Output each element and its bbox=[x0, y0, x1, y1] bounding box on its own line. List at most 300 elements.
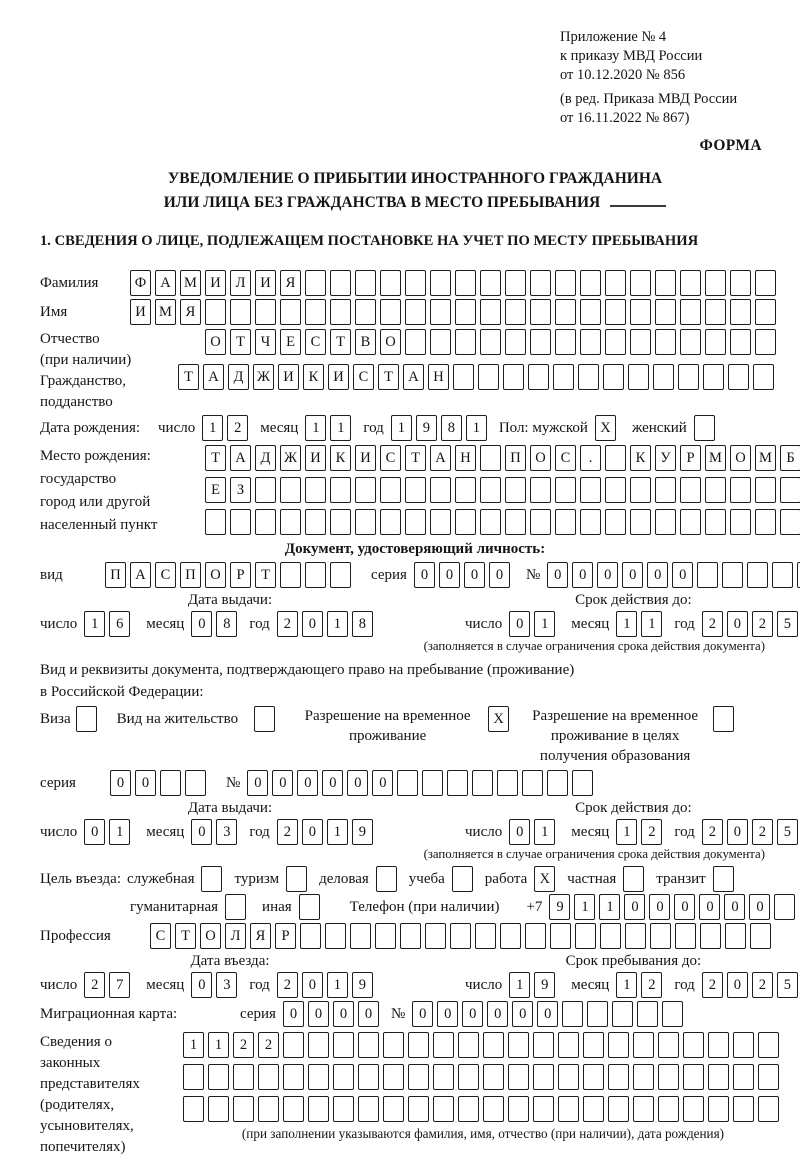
char-box[interactable] bbox=[530, 270, 551, 296]
char-box[interactable] bbox=[528, 364, 549, 390]
char-box[interactable] bbox=[755, 329, 776, 355]
char-box[interactable] bbox=[430, 329, 451, 355]
char-box[interactable] bbox=[650, 923, 671, 949]
char-box[interactable]: Я bbox=[280, 270, 301, 296]
char-box[interactable]: 8 bbox=[352, 611, 373, 637]
char-box[interactable] bbox=[558, 1096, 579, 1122]
char-box[interactable] bbox=[555, 509, 576, 535]
char-box[interactable] bbox=[500, 923, 521, 949]
char-box[interactable] bbox=[772, 562, 793, 588]
char-box[interactable] bbox=[780, 509, 800, 535]
char-box[interactable] bbox=[505, 329, 526, 355]
char-box[interactable] bbox=[480, 477, 501, 503]
char-box[interactable] bbox=[475, 923, 496, 949]
char-box[interactable]: X bbox=[534, 866, 555, 892]
char-box[interactable] bbox=[255, 299, 276, 325]
char-box[interactable] bbox=[455, 270, 476, 296]
char-box[interactable] bbox=[655, 477, 676, 503]
char-box[interactable] bbox=[505, 270, 526, 296]
char-box[interactable] bbox=[283, 1064, 304, 1090]
char-box[interactable]: 2 bbox=[227, 415, 248, 441]
char-box[interactable] bbox=[728, 364, 749, 390]
char-box[interactable]: 0 bbox=[283, 1001, 304, 1027]
char-box[interactable]: 0 bbox=[347, 770, 368, 796]
char-box[interactable] bbox=[330, 270, 351, 296]
char-box[interactable] bbox=[205, 299, 226, 325]
char-box[interactable]: 9 bbox=[416, 415, 437, 441]
char-box[interactable]: 1 bbox=[305, 415, 326, 441]
char-box[interactable] bbox=[583, 1032, 604, 1058]
char-box[interactable]: 0 bbox=[414, 562, 435, 588]
char-box[interactable] bbox=[458, 1064, 479, 1090]
char-box[interactable] bbox=[447, 770, 468, 796]
char-box[interactable] bbox=[755, 270, 776, 296]
char-box[interactable]: 0 bbox=[674, 894, 695, 920]
char-box[interactable] bbox=[655, 299, 676, 325]
char-box[interactable] bbox=[483, 1064, 504, 1090]
char-box[interactable] bbox=[583, 1064, 604, 1090]
char-box[interactable] bbox=[653, 364, 674, 390]
char-box[interactable]: 0 bbox=[724, 894, 745, 920]
char-box[interactable]: 3 bbox=[216, 972, 237, 998]
char-box[interactable] bbox=[758, 1032, 779, 1058]
char-box[interactable] bbox=[254, 706, 275, 732]
char-box[interactable] bbox=[705, 477, 726, 503]
char-box[interactable]: С bbox=[155, 562, 176, 588]
char-box[interactable] bbox=[605, 329, 626, 355]
char-box[interactable]: Т bbox=[405, 445, 426, 471]
char-box[interactable] bbox=[630, 329, 651, 355]
char-box[interactable]: 0 bbox=[302, 819, 323, 845]
char-box[interactable]: . bbox=[580, 445, 601, 471]
char-box[interactable] bbox=[637, 1001, 658, 1027]
char-box[interactable] bbox=[605, 445, 626, 471]
char-box[interactable]: М bbox=[705, 445, 726, 471]
char-box[interactable]: 0 bbox=[462, 1001, 483, 1027]
char-box[interactable] bbox=[305, 509, 326, 535]
char-box[interactable]: 1 bbox=[327, 972, 348, 998]
char-box[interactable]: Т bbox=[178, 364, 199, 390]
char-box[interactable]: 2 bbox=[277, 972, 298, 998]
char-box[interactable]: И bbox=[278, 364, 299, 390]
char-box[interactable]: 0 bbox=[437, 1001, 458, 1027]
char-box[interactable] bbox=[578, 364, 599, 390]
char-box[interactable]: 9 bbox=[352, 972, 373, 998]
char-box[interactable] bbox=[453, 364, 474, 390]
char-box[interactable] bbox=[580, 270, 601, 296]
char-box[interactable]: И bbox=[305, 445, 326, 471]
char-box[interactable] bbox=[325, 923, 346, 949]
char-box[interactable] bbox=[400, 923, 421, 949]
char-box[interactable] bbox=[605, 299, 626, 325]
char-box[interactable] bbox=[608, 1064, 629, 1090]
char-box[interactable] bbox=[755, 299, 776, 325]
char-box[interactable] bbox=[694, 415, 715, 441]
char-box[interactable]: 8 bbox=[441, 415, 462, 441]
char-box[interactable] bbox=[680, 270, 701, 296]
char-box[interactable] bbox=[452, 866, 473, 892]
char-box[interactable] bbox=[430, 270, 451, 296]
char-box[interactable]: М bbox=[155, 299, 176, 325]
char-box[interactable] bbox=[333, 1032, 354, 1058]
char-box[interactable] bbox=[408, 1032, 429, 1058]
char-box[interactable]: 0 bbox=[110, 770, 131, 796]
char-box[interactable] bbox=[555, 270, 576, 296]
char-box[interactable]: 2 bbox=[702, 972, 723, 998]
char-box[interactable]: 0 bbox=[649, 894, 670, 920]
char-box[interactable] bbox=[562, 1001, 583, 1027]
char-box[interactable]: Д bbox=[228, 364, 249, 390]
char-box[interactable] bbox=[480, 445, 501, 471]
char-box[interactable]: А bbox=[155, 270, 176, 296]
char-box[interactable]: С bbox=[380, 445, 401, 471]
char-box[interactable] bbox=[305, 562, 326, 588]
char-box[interactable] bbox=[705, 509, 726, 535]
char-box[interactable]: 0 bbox=[333, 1001, 354, 1027]
char-box[interactable] bbox=[683, 1096, 704, 1122]
char-box[interactable] bbox=[308, 1064, 329, 1090]
char-box[interactable]: 1 bbox=[616, 611, 637, 637]
char-box[interactable] bbox=[405, 477, 426, 503]
char-box[interactable] bbox=[480, 270, 501, 296]
char-box[interactable]: А bbox=[403, 364, 424, 390]
char-box[interactable] bbox=[550, 923, 571, 949]
char-box[interactable] bbox=[708, 1096, 729, 1122]
char-box[interactable]: Е bbox=[280, 329, 301, 355]
char-box[interactable] bbox=[450, 923, 471, 949]
char-box[interactable] bbox=[358, 1064, 379, 1090]
char-box[interactable] bbox=[633, 1064, 654, 1090]
char-box[interactable]: М bbox=[755, 445, 776, 471]
char-box[interactable] bbox=[300, 923, 321, 949]
char-box[interactable] bbox=[333, 1064, 354, 1090]
char-box[interactable] bbox=[497, 770, 518, 796]
char-box[interactable] bbox=[628, 364, 649, 390]
char-box[interactable] bbox=[280, 562, 301, 588]
char-box[interactable] bbox=[433, 1096, 454, 1122]
char-box[interactable]: 2 bbox=[752, 611, 773, 637]
char-box[interactable]: 0 bbox=[84, 819, 105, 845]
char-box[interactable] bbox=[722, 562, 743, 588]
char-box[interactable] bbox=[405, 299, 426, 325]
char-box[interactable]: Я bbox=[180, 299, 201, 325]
char-box[interactable] bbox=[623, 866, 644, 892]
char-box[interactable] bbox=[530, 299, 551, 325]
char-box[interactable]: О bbox=[730, 445, 751, 471]
char-box[interactable]: 1 bbox=[534, 819, 555, 845]
char-box[interactable] bbox=[655, 329, 676, 355]
char-box[interactable] bbox=[308, 1032, 329, 1058]
char-box[interactable]: 1 bbox=[466, 415, 487, 441]
char-box[interactable]: О bbox=[530, 445, 551, 471]
char-box[interactable] bbox=[380, 270, 401, 296]
char-box[interactable] bbox=[205, 509, 226, 535]
char-box[interactable]: П bbox=[180, 562, 201, 588]
char-box[interactable] bbox=[533, 1032, 554, 1058]
char-box[interactable]: 0 bbox=[699, 894, 720, 920]
char-box[interactable] bbox=[580, 477, 601, 503]
char-box[interactable]: 0 bbox=[727, 819, 748, 845]
char-box[interactable] bbox=[780, 477, 800, 503]
char-box[interactable] bbox=[547, 770, 568, 796]
char-box[interactable]: А bbox=[430, 445, 451, 471]
char-box[interactable] bbox=[405, 509, 426, 535]
char-box[interactable]: И bbox=[355, 445, 376, 471]
char-box[interactable]: 2 bbox=[641, 819, 662, 845]
char-box[interactable]: 0 bbox=[537, 1001, 558, 1027]
char-box[interactable]: 2 bbox=[752, 819, 773, 845]
char-box[interactable] bbox=[480, 329, 501, 355]
char-box[interactable] bbox=[533, 1096, 554, 1122]
char-box[interactable] bbox=[605, 477, 626, 503]
char-box[interactable] bbox=[286, 866, 307, 892]
char-box[interactable] bbox=[230, 509, 251, 535]
char-box[interactable] bbox=[680, 329, 701, 355]
char-box[interactable] bbox=[558, 1064, 579, 1090]
char-box[interactable]: У bbox=[655, 445, 676, 471]
char-box[interactable] bbox=[658, 1032, 679, 1058]
char-box[interactable]: 3 bbox=[216, 819, 237, 845]
char-box[interactable]: 5 bbox=[777, 611, 798, 637]
char-box[interactable]: X bbox=[488, 706, 509, 732]
char-box[interactable] bbox=[380, 477, 401, 503]
char-box[interactable]: Т bbox=[330, 329, 351, 355]
char-box[interactable] bbox=[553, 364, 574, 390]
char-box[interactable] bbox=[397, 770, 418, 796]
char-box[interactable] bbox=[505, 509, 526, 535]
char-box[interactable] bbox=[505, 477, 526, 503]
char-box[interactable]: 2 bbox=[277, 611, 298, 637]
char-box[interactable]: 1 bbox=[208, 1032, 229, 1058]
char-box[interactable] bbox=[330, 477, 351, 503]
char-box[interactable] bbox=[380, 509, 401, 535]
char-box[interactable] bbox=[583, 1096, 604, 1122]
char-box[interactable]: Ж bbox=[253, 364, 274, 390]
char-box[interactable] bbox=[455, 329, 476, 355]
char-box[interactable] bbox=[376, 866, 397, 892]
char-box[interactable] bbox=[678, 364, 699, 390]
char-box[interactable] bbox=[233, 1096, 254, 1122]
char-box[interactable] bbox=[730, 509, 751, 535]
char-box[interactable]: 2 bbox=[84, 972, 105, 998]
char-box[interactable]: 0 bbox=[464, 562, 485, 588]
char-box[interactable]: П bbox=[505, 445, 526, 471]
char-box[interactable] bbox=[433, 1032, 454, 1058]
char-box[interactable]: 1 bbox=[84, 611, 105, 637]
char-box[interactable] bbox=[683, 1064, 704, 1090]
char-box[interactable] bbox=[408, 1064, 429, 1090]
char-box[interactable]: 0 bbox=[487, 1001, 508, 1027]
char-box[interactable] bbox=[283, 1096, 304, 1122]
char-box[interactable]: 0 bbox=[572, 562, 593, 588]
char-box[interactable] bbox=[405, 329, 426, 355]
char-box[interactable]: 1 bbox=[183, 1032, 204, 1058]
char-box[interactable]: О bbox=[205, 329, 226, 355]
char-box[interactable]: 1 bbox=[202, 415, 223, 441]
char-box[interactable] bbox=[555, 477, 576, 503]
char-box[interactable]: 0 bbox=[302, 972, 323, 998]
char-box[interactable] bbox=[587, 1001, 608, 1027]
char-box[interactable] bbox=[680, 299, 701, 325]
char-box[interactable] bbox=[258, 1096, 279, 1122]
char-box[interactable]: К bbox=[303, 364, 324, 390]
char-box[interactable] bbox=[76, 706, 97, 732]
char-box[interactable]: Н bbox=[455, 445, 476, 471]
char-box[interactable] bbox=[730, 270, 751, 296]
char-box[interactable] bbox=[575, 923, 596, 949]
char-box[interactable] bbox=[580, 509, 601, 535]
char-box[interactable]: 0 bbox=[308, 1001, 329, 1027]
char-box[interactable] bbox=[383, 1064, 404, 1090]
char-box[interactable] bbox=[258, 1064, 279, 1090]
char-box[interactable]: Л bbox=[230, 270, 251, 296]
char-box[interactable] bbox=[201, 866, 222, 892]
char-box[interactable] bbox=[705, 270, 726, 296]
char-box[interactable]: 0 bbox=[672, 562, 693, 588]
char-box[interactable] bbox=[433, 1064, 454, 1090]
char-box[interactable]: И bbox=[328, 364, 349, 390]
char-box[interactable] bbox=[733, 1032, 754, 1058]
char-box[interactable] bbox=[580, 329, 601, 355]
char-box[interactable]: С bbox=[353, 364, 374, 390]
char-box[interactable]: 0 bbox=[624, 894, 645, 920]
char-box[interactable]: С bbox=[555, 445, 576, 471]
char-box[interactable]: 1 bbox=[391, 415, 412, 441]
char-box[interactable]: 5 bbox=[777, 972, 798, 998]
char-box[interactable]: 0 bbox=[509, 819, 530, 845]
char-box[interactable] bbox=[358, 1032, 379, 1058]
char-box[interactable] bbox=[483, 1032, 504, 1058]
char-box[interactable] bbox=[700, 923, 721, 949]
char-box[interactable]: X bbox=[595, 415, 616, 441]
char-box[interactable]: С bbox=[150, 923, 171, 949]
char-box[interactable] bbox=[299, 894, 320, 920]
char-box[interactable] bbox=[697, 562, 718, 588]
char-box[interactable] bbox=[725, 923, 746, 949]
char-box[interactable] bbox=[208, 1096, 229, 1122]
char-box[interactable] bbox=[455, 477, 476, 503]
char-box[interactable]: 0 bbox=[272, 770, 293, 796]
char-box[interactable] bbox=[675, 923, 696, 949]
char-box[interactable] bbox=[430, 299, 451, 325]
char-box[interactable] bbox=[555, 329, 576, 355]
char-box[interactable] bbox=[183, 1064, 204, 1090]
char-box[interactable]: 0 bbox=[372, 770, 393, 796]
char-box[interactable] bbox=[430, 509, 451, 535]
char-box[interactable] bbox=[383, 1032, 404, 1058]
char-box[interactable]: Е bbox=[205, 477, 226, 503]
char-box[interactable] bbox=[658, 1064, 679, 1090]
char-box[interactable] bbox=[703, 364, 724, 390]
char-box[interactable]: 2 bbox=[752, 972, 773, 998]
char-box[interactable] bbox=[508, 1096, 529, 1122]
char-box[interactable]: 6 bbox=[109, 611, 130, 637]
char-box[interactable]: И bbox=[205, 270, 226, 296]
char-box[interactable] bbox=[160, 770, 181, 796]
char-box[interactable]: 0 bbox=[297, 770, 318, 796]
char-box[interactable] bbox=[480, 509, 501, 535]
char-box[interactable]: Т bbox=[230, 329, 251, 355]
char-box[interactable] bbox=[380, 299, 401, 325]
char-box[interactable]: 5 bbox=[777, 819, 798, 845]
char-box[interactable] bbox=[533, 1064, 554, 1090]
char-box[interactable] bbox=[330, 299, 351, 325]
char-box[interactable] bbox=[630, 477, 651, 503]
char-box[interactable] bbox=[730, 329, 751, 355]
char-box[interactable] bbox=[405, 270, 426, 296]
char-box[interactable]: Т bbox=[175, 923, 196, 949]
char-box[interactable] bbox=[208, 1064, 229, 1090]
char-box[interactable] bbox=[708, 1032, 729, 1058]
char-box[interactable] bbox=[558, 1032, 579, 1058]
char-box[interactable]: 9 bbox=[352, 819, 373, 845]
char-box[interactable]: 1 bbox=[616, 972, 637, 998]
char-box[interactable] bbox=[225, 894, 246, 920]
char-box[interactable]: 0 bbox=[749, 894, 770, 920]
char-box[interactable] bbox=[612, 1001, 633, 1027]
char-box[interactable]: 1 bbox=[599, 894, 620, 920]
char-box[interactable]: Ж bbox=[280, 445, 301, 471]
char-box[interactable]: 2 bbox=[702, 611, 723, 637]
char-box[interactable]: Т bbox=[205, 445, 226, 471]
char-box[interactable] bbox=[730, 299, 751, 325]
char-box[interactable] bbox=[774, 894, 795, 920]
char-box[interactable] bbox=[230, 299, 251, 325]
char-box[interactable]: 1 bbox=[534, 611, 555, 637]
char-box[interactable] bbox=[683, 1032, 704, 1058]
char-box[interactable]: Л bbox=[225, 923, 246, 949]
char-box[interactable] bbox=[608, 1032, 629, 1058]
char-box[interactable] bbox=[530, 509, 551, 535]
char-box[interactable]: 1 bbox=[616, 819, 637, 845]
char-box[interactable]: П bbox=[105, 562, 126, 588]
char-box[interactable] bbox=[503, 364, 524, 390]
char-box[interactable] bbox=[705, 329, 726, 355]
char-box[interactable] bbox=[355, 270, 376, 296]
char-box[interactable]: О bbox=[200, 923, 221, 949]
char-box[interactable]: К bbox=[330, 445, 351, 471]
char-box[interactable] bbox=[713, 706, 734, 732]
char-box[interactable]: 1 bbox=[641, 611, 662, 637]
char-box[interactable] bbox=[600, 923, 621, 949]
char-box[interactable]: И bbox=[130, 299, 151, 325]
char-box[interactable] bbox=[305, 477, 326, 503]
char-box[interactable] bbox=[555, 299, 576, 325]
char-box[interactable]: 2 bbox=[641, 972, 662, 998]
char-box[interactable] bbox=[472, 770, 493, 796]
char-box[interactable]: 1 bbox=[574, 894, 595, 920]
char-box[interactable] bbox=[755, 509, 776, 535]
char-box[interactable] bbox=[630, 299, 651, 325]
char-box[interactable] bbox=[280, 509, 301, 535]
char-box[interactable] bbox=[680, 509, 701, 535]
char-box[interactable]: С bbox=[305, 329, 326, 355]
char-box[interactable] bbox=[305, 299, 326, 325]
char-box[interactable] bbox=[655, 270, 676, 296]
char-box[interactable] bbox=[383, 1096, 404, 1122]
char-box[interactable] bbox=[530, 329, 551, 355]
char-box[interactable] bbox=[308, 1096, 329, 1122]
char-box[interactable]: 1 bbox=[327, 611, 348, 637]
char-box[interactable]: Я bbox=[250, 923, 271, 949]
char-box[interactable]: Б bbox=[780, 445, 800, 471]
char-box[interactable]: 0 bbox=[727, 972, 748, 998]
char-box[interactable] bbox=[280, 299, 301, 325]
char-box[interactable]: 0 bbox=[547, 562, 568, 588]
char-box[interactable]: Т bbox=[378, 364, 399, 390]
char-box[interactable]: 9 bbox=[549, 894, 570, 920]
char-box[interactable]: В bbox=[355, 329, 376, 355]
